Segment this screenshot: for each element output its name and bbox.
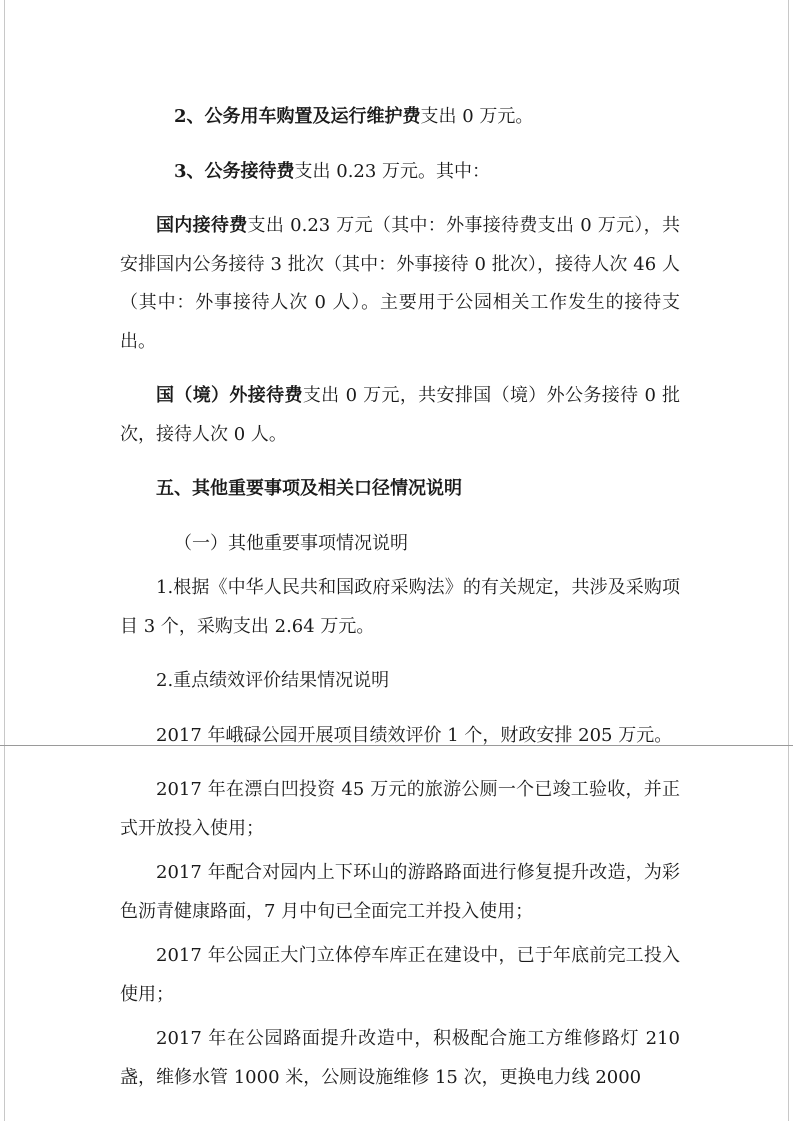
text: 支出 0 万元，共安排国（境）外公务接待 0 批次，接待人次 0 人。 bbox=[120, 385, 681, 445]
text: 支出 0.23 万元。其中： bbox=[294, 160, 491, 182]
bold-label: 国内接待费 bbox=[156, 215, 248, 236]
paragraph-maintenance: 2017 年在公园路面提升改造中，积极配合施工方维修路灯 210 盏，维修水管 1000 米，公厕设施维修 15 次，更换电力线 2000 bbox=[120, 1028, 680, 1088]
bold-label: 3、公务接待费 bbox=[174, 160, 295, 182]
paragraph-reception-expense bbox=[120, 153, 680, 192]
paragraph-vehicle-expense bbox=[120, 98, 680, 137]
section-heading-five: 五、其他重要事项及相关口径情况说明 bbox=[156, 478, 462, 499]
list-item-procurement: 1.根据《中华人民共和国政府采购法》的有关规定，共涉及采购项目 3 个，采购支出 2.64 万元。 bbox=[120, 577, 680, 637]
paragraph-foreign-reception bbox=[120, 377, 680, 454]
scan-edge-line-right bbox=[788, 0, 789, 1121]
list-item-performance: 2.重点绩效评价结果情况说明 bbox=[156, 670, 390, 691]
text: 支出 0 万元。 bbox=[420, 106, 534, 127]
subsection-heading-one: （一）其他重要事项情况说明 bbox=[174, 532, 408, 554]
bold-label: 国（境）外接待费 bbox=[156, 385, 303, 406]
paragraph-evaluation: 2017 年峨碌公园开展项目绩效评价 1 个，财政安排 205 万元。 bbox=[156, 724, 673, 746]
paragraph-domestic-reception bbox=[120, 207, 680, 361]
paragraph-road: 2017 年配合对园内上下环山的游路路面进行修复提升改造，为彩色沥青健康路面，7 月中旬已全面完工并投入使用； bbox=[120, 862, 680, 922]
paragraph-toilet: 2017 年在漂白凹投资 45 万元的旅游公厕一个已竣工验收，并正式开放投入使用； bbox=[120, 779, 680, 839]
text: 支出 0.23 万元（其中：外事接待费支出 0 万元），共安排国内公务接待 3 批次（其中：外事接待 0 批次），接待人次 46 人（其中：外事接待人次 0 人）。主要用于公园相关工作发生的接待支出。 bbox=[120, 215, 680, 352]
document-page bbox=[120, 98, 680, 1103]
paragraph-parking: 2017 年公园正大门立体停车库正在建设中，已于年底前完工投入使用； bbox=[120, 945, 680, 1005]
bold-label: 2、公务用车购置及运行维护费 bbox=[174, 106, 421, 127]
scan-edge-line-left bbox=[4, 0, 5, 1121]
